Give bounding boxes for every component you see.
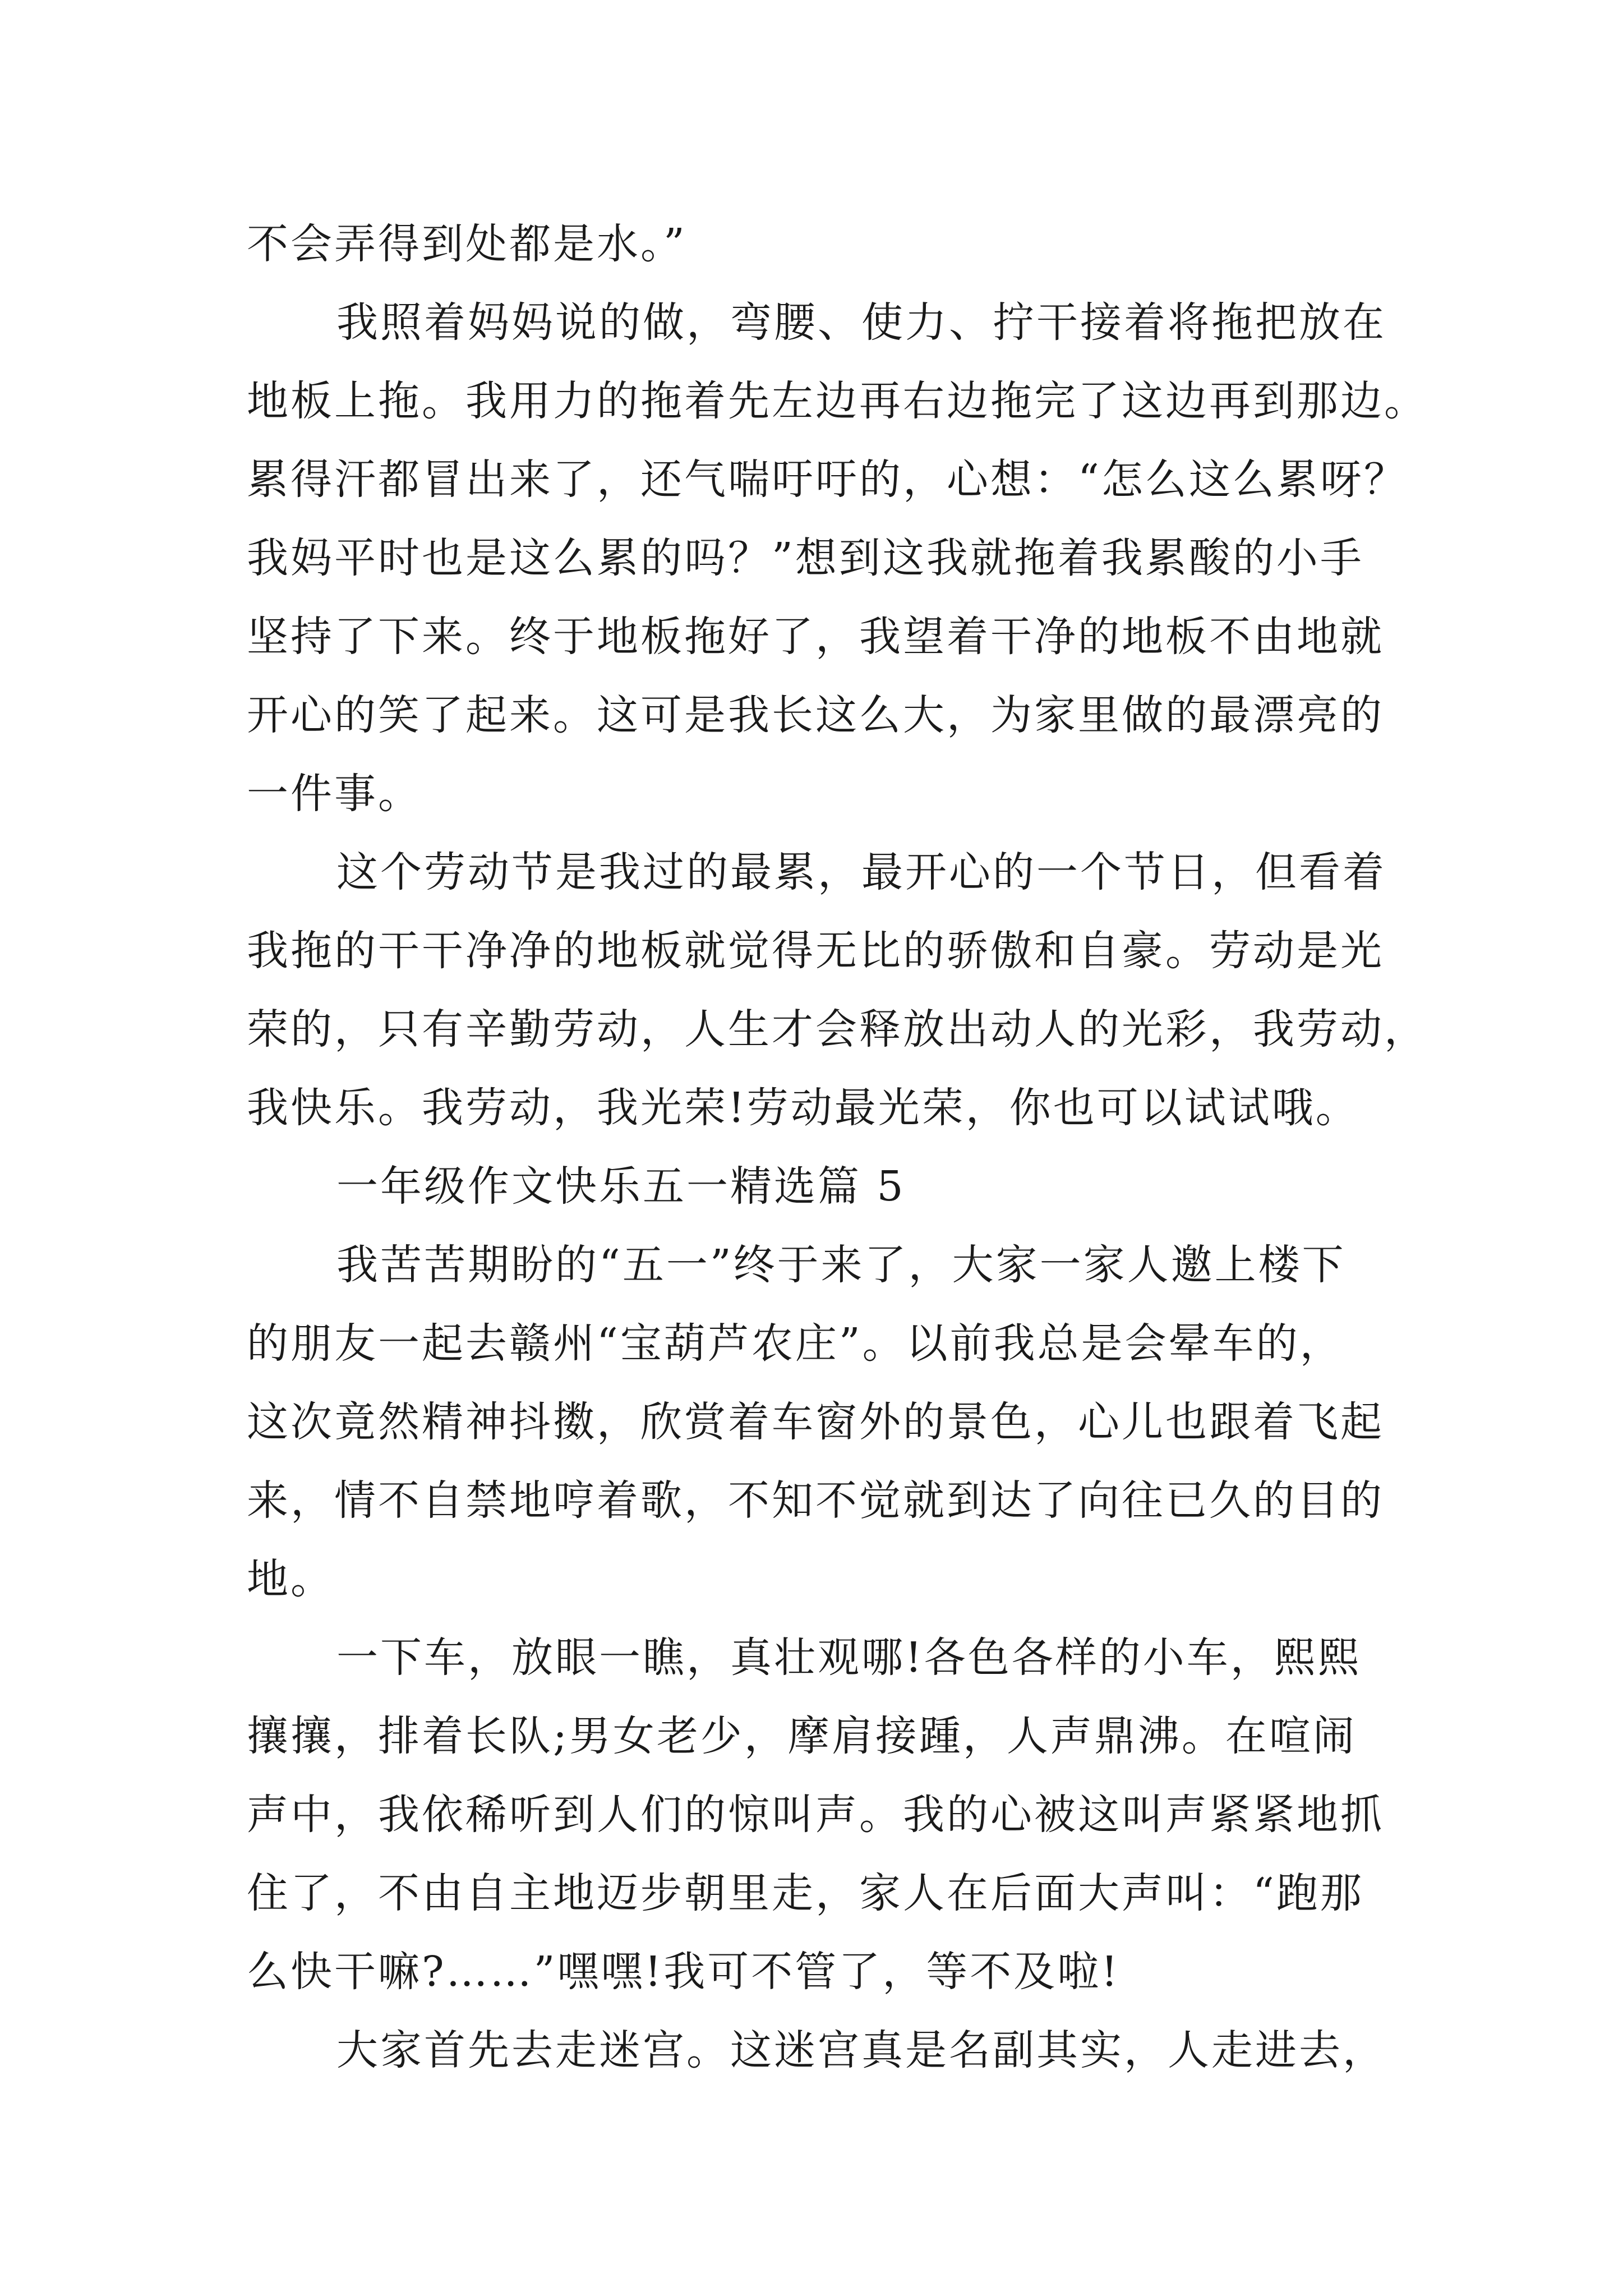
text-line: 我拖的干干净净的地板就觉得无比的骄傲和自豪。劳动是光 bbox=[247, 927, 1384, 975]
text-line: 的朋友一起去赣州“宝葫芦农庄”。以前我总是会晕车的， bbox=[247, 1319, 1344, 1368]
text-line: 荣的，只有辛勤劳动，人生才会释放出动人的光彩，我劳动， bbox=[247, 1005, 1428, 1053]
text-line: 坚持了下来。终于地板拖好了，我望着干净的地板不由地就 bbox=[247, 613, 1384, 661]
text-line: 大家首先去走迷宫。这迷宫真是名副其实，人走进去， bbox=[336, 2026, 1386, 2074]
text-line: 我苦苦期盼的“五一”终于来了，大家一家人邀上楼下 bbox=[336, 1241, 1346, 1289]
text-line: 我照着妈妈说的做，弯腰、使力、拧干接着将拖把放在 bbox=[336, 298, 1386, 347]
text-line: 地。 bbox=[247, 1555, 334, 1603]
text-line: 地板上拖。我用力的拖着先左边再右边拖完了这边再到那边。 bbox=[247, 377, 1428, 425]
text-line: 声中，我依稀听到人们的惊叫声。我的心被这叫声紧紧地抓 bbox=[247, 1791, 1384, 1839]
section-heading: 一年级作文快乐五一精选篇 5 bbox=[336, 1162, 906, 1211]
text-line: 累得汗都冒出来了，还气喘吁吁的，心想：“怎么这么累呀？ bbox=[247, 455, 1408, 504]
text-line: 一下车，放眼一瞧，真壮观哪!各色各样的小车，熙熙 bbox=[336, 1634, 1362, 1682]
text-line: 不会弄得到处都是水。” bbox=[247, 220, 687, 268]
text-line: 这次竟然精神抖擞，欣赏着车窗外的景色，心儿也跟着飞起 bbox=[247, 1398, 1384, 1446]
text-line: 攘攘，排着长队;男女老少，摩肩接踵，人声鼎沸。在喧闹 bbox=[247, 1712, 1357, 1760]
text-line: 来，情不自禁地哼着歌，不知不觉就到达了向往已久的目的 bbox=[247, 1476, 1384, 1525]
text-line: 这个劳动节是我过的最累，最开心的一个节日，但看着 bbox=[336, 848, 1386, 896]
text-line: 开心的笑了起来。这可是我长这么大，为家里做的最漂亮的 bbox=[247, 691, 1384, 739]
text-line: 我妈平时也是这么累的吗？”想到这我就拖着我累酸的小手 bbox=[247, 534, 1364, 582]
text-line: 我快乐。我劳动，我光荣!劳动最光荣，你也可以试试哦。 bbox=[247, 1084, 1359, 1132]
text-line: 住了，不由自主地迈步朝里走，家人在后面大声叫：“跑那 bbox=[247, 1869, 1364, 1917]
text-line: 么快干嘛?……”嘿嘿!我可不管了，等不及啦! bbox=[247, 1948, 1120, 1996]
text-line: 一件事。 bbox=[247, 770, 422, 818]
